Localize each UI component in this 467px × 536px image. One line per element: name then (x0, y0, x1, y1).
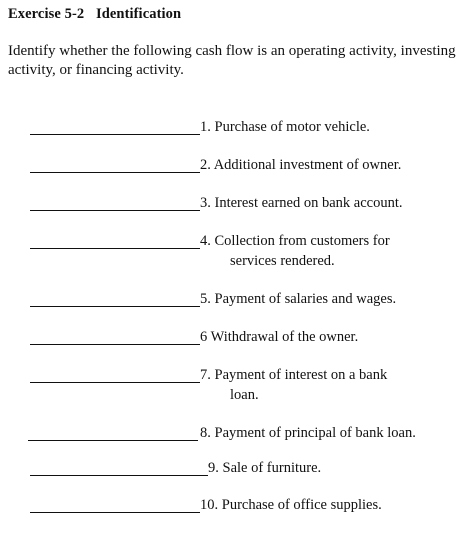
question-text-6: 6 Withdrawal of the owner. (200, 329, 359, 345)
question-text-7: 7. Payment of interest on a bank (200, 367, 388, 383)
question-text-2: 2. Additional investment of owner. (200, 157, 402, 173)
question-item-10 (0, 496, 467, 536)
instructions-text: Identify whether the following cash flow is an operating activity, investing activity, or financing activity. (8, 43, 456, 78)
question-item-5 (0, 290, 467, 330)
answer-blank-8[interactable] (28, 440, 198, 441)
answer-blank-9[interactable] (30, 475, 208, 476)
exercise-number: Exercise 5-2 (8, 6, 85, 22)
answer-blank-1[interactable] (30, 134, 200, 135)
exercise-heading: Identification (95, 6, 182, 22)
question-text-9: 9. Sale of furniture. (208, 460, 322, 476)
question-item-1 (0, 118, 467, 158)
answer-blank-10[interactable] (30, 512, 200, 513)
question-text-8: 8. Payment of principal of bank loan. (200, 425, 416, 441)
question-text-5: 5. Payment of salaries and wages. (200, 291, 397, 307)
answer-blank-3[interactable] (30, 210, 200, 211)
answer-blank-6[interactable] (30, 344, 200, 345)
answer-blank-2[interactable] (30, 172, 200, 173)
question-item-2 (0, 156, 467, 196)
question-text-7-cont: loan. (230, 387, 259, 403)
question-item-6 (0, 328, 467, 368)
question-text-1: 1. Purchase of motor vehicle. (200, 119, 370, 135)
question-item-8 (0, 424, 467, 464)
answer-blank-4[interactable] (30, 248, 200, 249)
question-item-4 (0, 232, 467, 274)
question-text-10: 10. Purchase of office supplies. (200, 497, 382, 513)
answer-blank-5[interactable] (30, 306, 200, 307)
question-text-4-cont: services rendered. (230, 253, 335, 269)
question-item-7 (0, 366, 467, 408)
question-text-3: 3. Interest earned on bank account. (200, 195, 403, 211)
answer-blank-7[interactable] (30, 382, 200, 383)
exercise-title (8, 6, 181, 23)
question-item-3 (0, 194, 467, 234)
question-item-9 (0, 459, 467, 499)
question-text-4: 4. Collection from customers for (200, 233, 390, 249)
